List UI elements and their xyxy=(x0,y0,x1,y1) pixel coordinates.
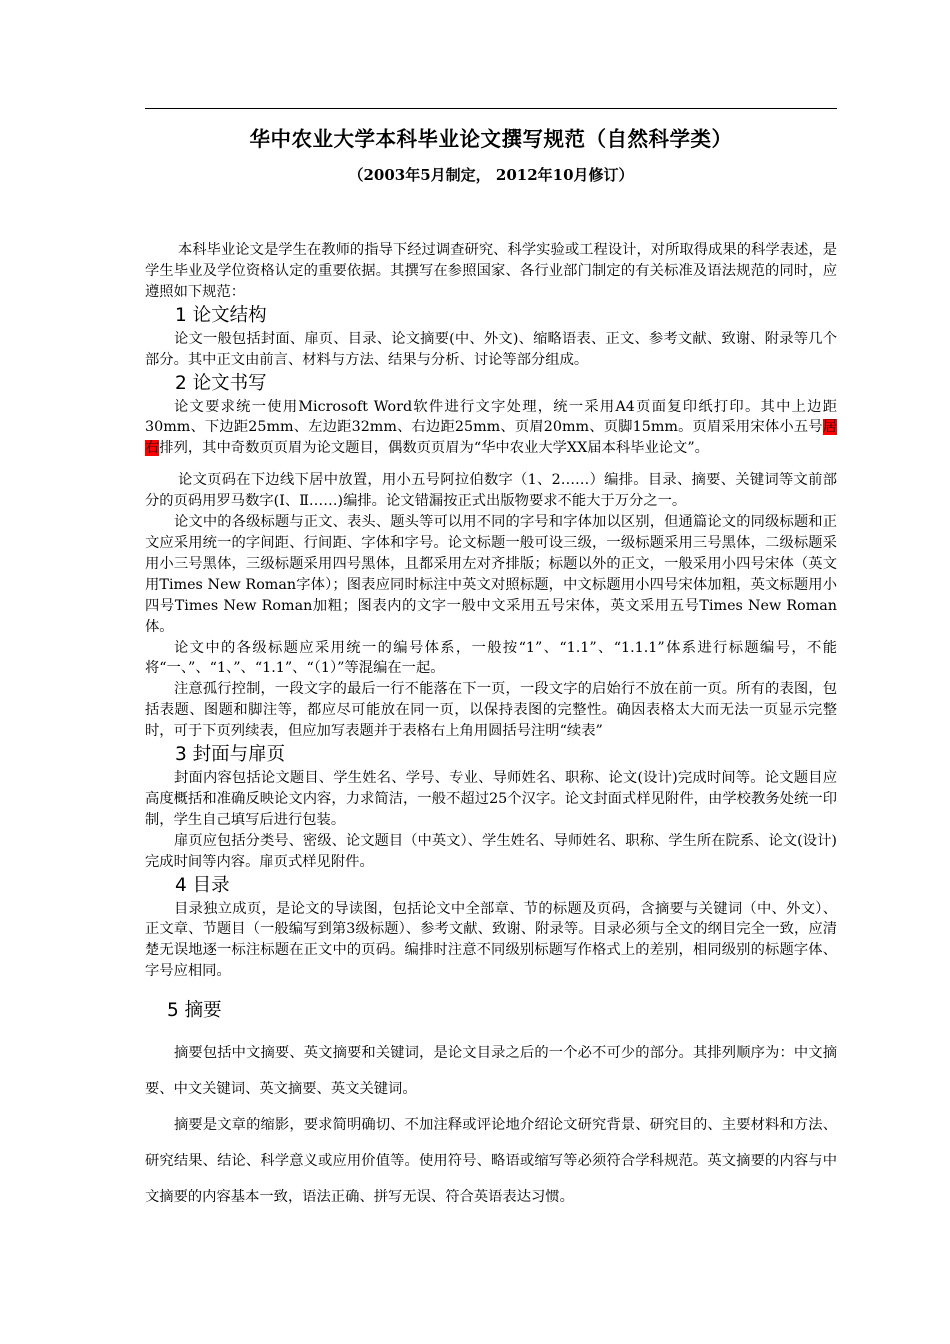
section-heading-5: 5 摘要 xyxy=(167,1000,222,1022)
section-heading-3: 3 封面与扉页 xyxy=(175,744,286,766)
section-3-paragraph-1: 封面内容包括论文题目、学生姓名、学号、专业、导师姓名、职称、论文(设计)完成时间等。论文题目应高度概括和准确反映论文内容，力求简洁，一般不超过25个汉字。论文封面式样见附件，由学校教务处统一印制，学生自己填写后进行包装。 xyxy=(145,770,837,828)
section-2-paragraph-4: 论文中的各级标题应采用统一的编号体系，一般按“1”、“1.1”、“1.1.1”体系进行标题编号，不能将“一、”、“1、”、“1.1”、“（1）”等混编在一起。 xyxy=(145,639,837,677)
section-2-paragraph-1 xyxy=(145,397,837,460)
section-heading-1: 1 论文结构 xyxy=(175,304,267,326)
section-1-paragraph-1: 论文一般包括封面、扉页、目录、论文摘要(中、外文)、缩略语表、正文、参考文献、致谢、附录等几个部分。其中正文由前言、材料与方法、结果与分析、讨论等部分组成。 xyxy=(145,330,837,368)
document-title: 华中农业大学本科毕业论文撰写规范（自然科学类） xyxy=(249,127,733,151)
text-run: 论文要求统一使用Microsoft Word软件进行文字处理，统一采用A4页面复印纸打印。其中上边距30mm、下边距25mm、左边距32mm、右边距25mm、页眉20mm、页脚15mm。页眉采用宋体小五号 xyxy=(145,398,837,436)
intro-paragraph: 本科毕业论文是学生在教师的指导下经过调查研究、科学实验或工程设计，对所取得成果的科学表述，是学生毕业及学位资格认定的重要依据。其撰写在参照国家、各行业部门制定的有关标准及语法规范的同时，应遵照如下规范： xyxy=(145,242,837,300)
header-rule xyxy=(145,108,837,109)
document-subtitle: （2003年5月制定， 2012年10月修订） xyxy=(348,166,634,184)
section-3-paragraph-2: 扉页应包括分类号、密级、论文题目（中英文）、学生姓名、导师姓名、职称、学生所在院系、论文(设计)完成时间等内容。扉页式样见附件。 xyxy=(145,832,837,870)
section-heading-2: 2 论文书写 xyxy=(175,372,267,394)
section-2-paragraph-2: 论文页码在下边线下居中放置，用小五号阿拉伯数字（1、2……）编排。目录、摘要、关键词等文前部分的页码用罗马数字(Ⅰ、Ⅱ……)编排。论文错漏按正式出版物要求不能大于万分之一。 xyxy=(145,472,837,510)
text-run: 排列，其中奇数页页眉为论文题目，偶数页页眉为“华中农业大学XX届本科毕业论文”。 xyxy=(159,440,709,457)
section-4-paragraph-1: 目录独立成页，是论文的导读图，包括论文中全部章、节的标题及页码，含摘要与关键词（中、外文）、正文章、节题目（一般编写到第3级标题）、参考文献、致谢、附录等。目录必须与全文的纲目完全一致，应清楚无误地逐一标注标题在正文中的页码。编排时注意不同级别标题写作格式上的差别，相同级别的标题字体、字号应相同。 xyxy=(145,900,837,980)
section-5-paragraph-1: 摘要包括中文摘要、英文摘要和关键词，是论文目录之后的一个必不可少的部分。其排列顺序为：中文摘要、中文关键词、英文摘要、英文关键词。 xyxy=(145,1045,837,1098)
section-2-paragraph-5: 注意孤行控制，一段文字的最后一行不能落在下一页，一段文字的启始行不放在前一页。所有的表图，包括表题、图题和脚注等，都应尽可能放在同一页，以保持表图的完整性。确因表格太大而无法一页显示完整时，可于下页列续表，但应加写表题并于表格右上角用圆括号注明“续表” xyxy=(145,681,837,740)
section-5-paragraph-2: 摘要是文章的缩影，要求简明确切、不加注释或评论地介绍论文研究背景、研究目的、主要材料和方法、研究结果、结论、科学意义或应用价值等。使用符号、略语或缩写等必须符合学科规范。英文摘要的内容与中文摘要的内容基本一致，语法正确、拼写无误、符合英语表达习惯。 xyxy=(145,1117,837,1206)
section-2-paragraph-3: 论文中的各级标题与正文、表头、题头等可以用不同的字号和字体加以区别，但通篇论文的同级标题和正文应采用统一的字间距、行间距、字体和字号。论文标题一般可设三级，一级标题采用三号黑体，二级标题采用小三号黑体，三级标题采用四号黑体，且都采用左对齐排版；标题以外的正文，一般采用小四号宋体（英文用Times New Roman字体）；图表应同时标注中英文对照标题，中文标题用小四号宋体加粗，英文标题用小四号Times New Roman加粗；图表内的文字一般中文采用五号宋体，英文采用五号Times New Roman体。 xyxy=(145,514,837,635)
section-heading-4: 4 目录 xyxy=(175,874,230,896)
document-body xyxy=(145,240,837,1215)
highlighted-text: 居右 xyxy=(145,419,837,457)
